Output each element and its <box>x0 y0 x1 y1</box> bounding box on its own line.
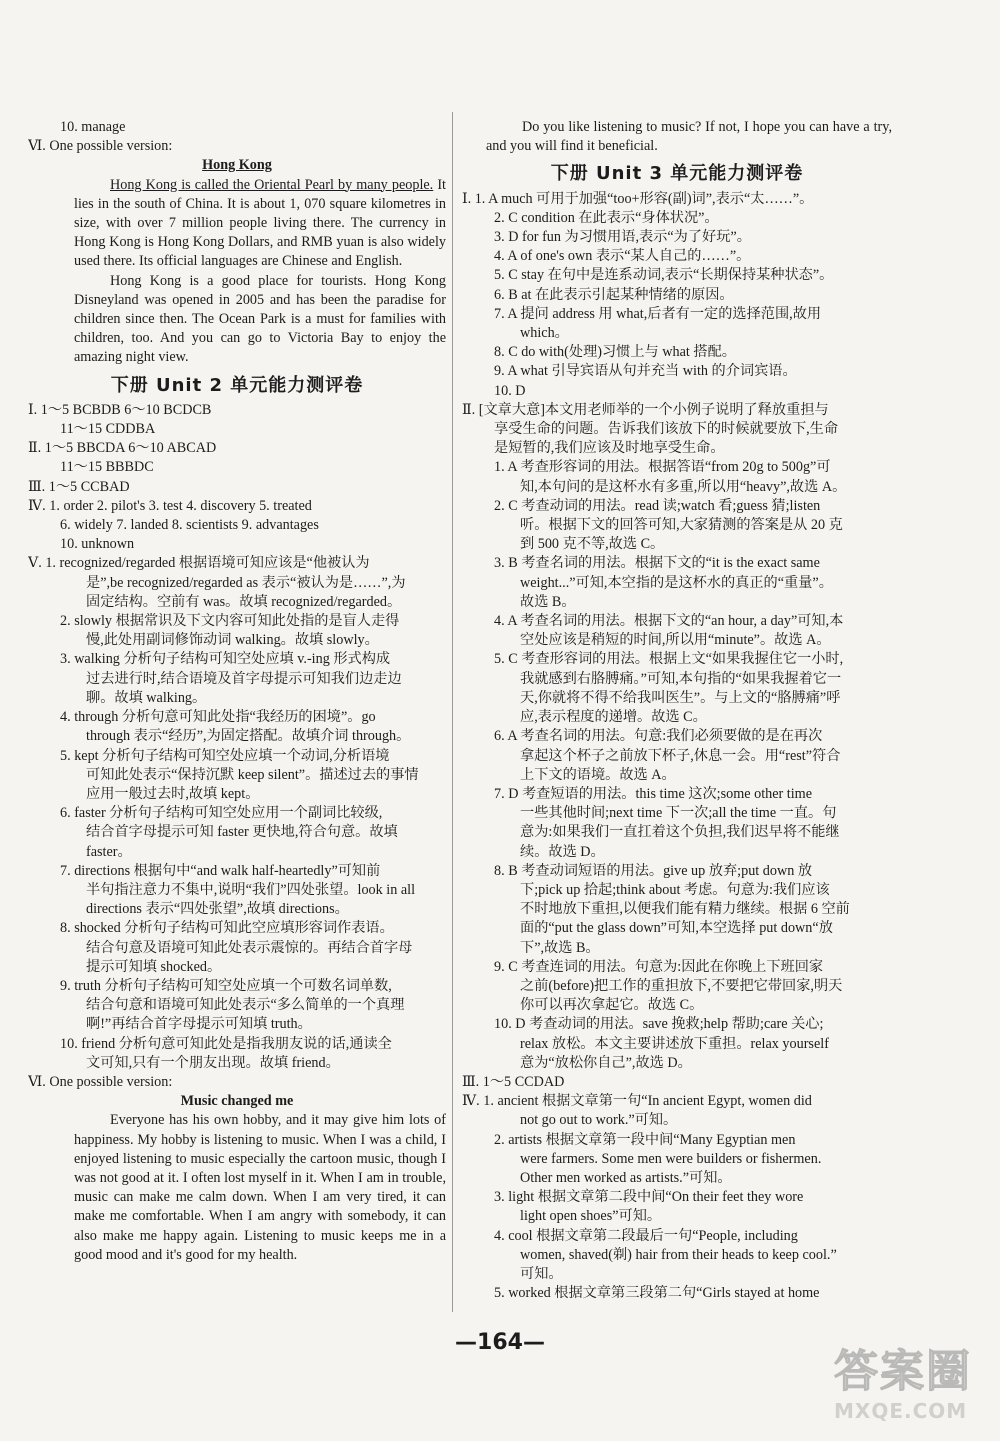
answer-line: Ⅰ. 1～5 BCBDB 6～10 BCDCB <box>28 401 212 418</box>
answer-line: 上下文的语境。故选 A。 <box>520 766 676 783</box>
answer-line: 不时地放下重担,以便我们能有精力继续。根据 6 空前 <box>520 901 850 918</box>
left-column <box>28 118 446 1265</box>
answer-line: 10. D 考查动词的用法。save 挽救;help 帮助;care 关心; <box>494 1016 824 1033</box>
essay-music <box>28 1111 446 1265</box>
answer-line: 5. worked 根据文章第三段第二句“Girls stayed at home <box>494 1285 820 1302</box>
answer-line: 可知。 <box>520 1265 563 1282</box>
essay-hong-kong <box>28 176 446 368</box>
answer-line: 3. walking 分析句子结构可知空处应填 v.-ing 形式构成 <box>60 651 391 668</box>
answer-line: 应用一般过去时,故填 kept。 <box>86 785 260 802</box>
essay-paragraph: Do you like listening to music? If not, I hope you can have a try, and you will find it beneficial. <box>486 119 892 155</box>
answer-line: 5. C stay 在句中是连系动词,表示“长期保持某种状态”。 <box>494 267 834 284</box>
right-column <box>462 118 892 1303</box>
answer-line: 9. A what 引导宾语从句并充当 with 的介词宾语。 <box>494 363 797 380</box>
answer-line: women, shaved(剃) hair from their heads to keep cool.” <box>520 1246 837 1263</box>
answer-line: 聊。故填 walking。 <box>86 689 207 706</box>
answer-line: Ⅵ. One possible version: <box>28 138 173 155</box>
essay-paragraph: Everyone has his own hobby, and it may give him lots of happiness. My hobby is listening to music. When I was a child, I enjoyed listening to music especially the cartoon music, though I was not good at it. I often lost myself in it. When I am in trouble, music can make me calm down. When I am very tired, it can make me comfortable. When I am angry with somebody, it can also make me happy again. Listening to music keeps me in a good mood and it's good for my health. <box>74 1112 446 1263</box>
answer-line: 空处应该是稍短的时间,所以用“minute”。故选 A。 <box>520 632 831 649</box>
watermark-text: 答案圈 <box>834 1346 972 1397</box>
answer-line: 意为:如果我们一直扛着这个负担,我们迟早将不能继 <box>520 824 840 841</box>
section-title-unit2: 下册 Unit 2 单元能力测评卷 <box>110 374 364 396</box>
answer-line: weight...”可知,本空指的是这杯水的真正的“重量”。 <box>520 574 833 591</box>
answer-line: Ⅳ. 1. ancient 根据文章第一句“In ancient Egypt, women did <box>462 1093 812 1110</box>
essay-music-continued <box>462 118 892 156</box>
answer-line: 续。故选 D。 <box>520 843 605 860</box>
answer-line: 我就感到右胳膊痛。”可知,本句指的“如果我握着它一 <box>520 670 842 687</box>
answer-line: Ⅰ. 1. A much 可用于加强“too+形容(副)词”,表示“太……”。 <box>462 190 814 207</box>
answer-line: 可知此处表示“保持沉默 keep silent”。描述过去的事情 <box>86 766 419 783</box>
answer-line: 结合句意和语境可知此处表示“多么简单的一个真理 <box>86 997 405 1014</box>
answer-line: 11～15 BBBDC <box>60 459 154 476</box>
answer-line: 6. A 考查名词的用法。句意:我们必须要做的是在再次 <box>494 728 823 745</box>
answer-line: Ⅱ. [文章大意]本文用老师举的一个小例子说明了释放重担与 <box>462 401 829 418</box>
answer-line: 2. C condition 在此表示“身体状况”。 <box>494 209 719 226</box>
answer-line: Other men worked as artists.”可知。 <box>520 1169 732 1186</box>
underlined-sentence: Hong Kong is called the Oriental Pearl by many people. <box>110 176 434 193</box>
answer-line: 10. manage <box>60 119 126 135</box>
answer-line: 9. C 考查连词的用法。句意为:因此在你晚上下班回家 <box>494 958 824 975</box>
answer-line: 4. through 分析句意可知此处指“我经历的困境”。go <box>60 709 376 726</box>
answer-line: 8. shocked 分析句子结构可知此空应填形容词作表语。 <box>60 920 394 937</box>
answer-line: 提示可知填 shocked。 <box>86 958 222 975</box>
answer-line: 是”,be recognized/regarded as 表示“被认为是……”,为 <box>86 574 406 591</box>
section-title-unit3: 下册 Unit 3 单元能力测评卷 <box>550 163 804 185</box>
answer-line: Ⅳ. 1. order 2. pilot's 3. test 4. discovery 5. treated <box>28 497 312 514</box>
answer-line: 8. C do with(处理)习惯上与 what 搭配。 <box>494 344 736 361</box>
answer-line: 7. D 考查短语的用法。this time 这次;some other time <box>494 785 813 802</box>
answer-line: 11～15 CDDBA <box>60 421 156 438</box>
unit3-answers <box>462 190 892 1304</box>
answer-line: 7. directions 根据句中“and walk half-heartedly”可知前 <box>60 862 381 879</box>
answer-line: 面的“put the glass down”可知,本空选择 put down“放 <box>520 920 833 937</box>
watermark-url: MXQE.COM <box>834 1399 968 1423</box>
answer-line: 2. C 考查动词的用法。read 读;watch 看;guess 猜;listen <box>494 497 821 514</box>
unit2-answers <box>28 401 446 1092</box>
answer-line: 10. unknown <box>60 536 135 553</box>
answer-line: 是短暂的,我们应该及时地享受生命。 <box>494 440 725 457</box>
watermark-logo <box>834 1335 984 1433</box>
answer-line: 之前(before)把工作的重担放下,不要把它带回家,明天 <box>520 977 843 994</box>
answer-line: Ⅵ. One possible version: <box>28 1073 173 1090</box>
answer-line: 6. faster 分析句子结构可知空处应用一个副词比较级, <box>60 805 383 822</box>
paragraph-text: It lies in the south of China. It is about 1, 070 square kilometres in size, with over 7 million people living there. The currency in Hong Kong is Hong Kong Dollars, and RMB yuan is also widely used there. Its official languages are Chinese and English. <box>74 176 446 270</box>
answer-line: 结合首字母提示可知 faster 更快地,符合句意。故填 <box>86 824 398 841</box>
answer-line: 7. A 提问 address 用 what,后者有一定的选择范围,故用 <box>494 305 822 322</box>
answer-line: 应,表示程度的递增。故选 C。 <box>520 709 707 726</box>
answer-line: 4. cool 根据文章第二段最后一句“People, including <box>494 1227 798 1244</box>
answer-line: 天,你就将不得不给我叫医生”。与上文的“胳膊痛”呼 <box>520 689 841 706</box>
answer-line: through 表示“经历”,为固定搭配。故填介词 through。 <box>86 728 411 745</box>
answer-line: 享受生命的问题。告诉我们该放下的时候就要放下,生命 <box>494 421 839 438</box>
answer-line: 2. slowly 根据常识及下文内容可知此处指的是盲人走得 <box>60 613 400 630</box>
answer-line: 慢,此处用副词修饰动词 walking。故填 slowly。 <box>86 632 379 649</box>
answer-line: 意为“放松你自己”,故选 D。 <box>520 1054 692 1071</box>
answer-line: 10. D <box>494 382 526 399</box>
answer-line: Ⅴ. 1. recognized/regarded 根据语境可知应该是“他被认为 <box>28 555 370 572</box>
answer-line: Ⅲ. 1～5 CCBAD <box>28 478 130 495</box>
answer-line: Ⅲ. 1～5 CCDAD <box>462 1073 565 1090</box>
answer-line: 4. A of one's own 表示“某人自己的……”。 <box>494 248 751 265</box>
answer-line: 3. B 考查名词的用法。根据下文的“it is the exact same <box>494 555 820 572</box>
answer-line: were farmers. Some men were builders or fishermen. <box>520 1150 822 1167</box>
answer-line: directions 表示“四处张望”,故填 directions。 <box>86 901 349 918</box>
answer-line: 拿起这个杯子之前放下杯子,休息一会。用“rest”符合 <box>520 747 841 764</box>
answer-line: Ⅱ. 1～5 BBCDA 6～10 ABCAD <box>28 440 217 457</box>
answer-line: 半句指注意力不集中,说明“我们”四处张望。look in all <box>86 881 416 898</box>
column-divider <box>452 112 453 1312</box>
essay-paragraph: Hong Kong is a good place for tourists. Hong Kong Disneyland was opened in 2005 and has been the paradise for children since then. The Ocean Park is a must for families with children, too. And you can go to Victoria Bay to enjoy the amazing night view. <box>74 272 446 366</box>
page-number: —164— <box>455 1330 545 1355</box>
answer-line: 6. B at 在此表示引起某种情绪的原因。 <box>494 286 734 303</box>
answer-line: not go out to work.”可知。 <box>520 1112 678 1129</box>
answer-line: 听。根据下文的回答可知,大家猜测的答案是从 20 克 <box>520 517 843 534</box>
answer-line: 5. C 考查形容词的用法。根据上文“如果我握住它一小时, <box>494 651 844 668</box>
answer-line: 3. light 根据文章第二段中间“On their feet they wore <box>494 1189 804 1206</box>
answer-line: 6. widely 7. landed 8. scientists 9. advantages <box>60 517 319 534</box>
answer-line: 8. B 考查动词短语的用法。give up 放弃;put down 放 <box>494 862 813 879</box>
answer-line: 结合句意及语境可知此处表示震惊的。再结合首字母 <box>86 939 413 956</box>
essay-title-hong-kong: Hong Kong <box>202 157 272 174</box>
answer-line: 到 500 克不等,故选 C。 <box>520 536 665 553</box>
answer-line: 固定结构。空前有 was。故填 recognized/regarded。 <box>86 593 402 610</box>
answer-line: relax 放松。本文主要讲述放下重担。relax yourself <box>520 1035 829 1052</box>
answer-line: faster。 <box>86 843 132 860</box>
answer-line: 3. D for fun 为习惯用语,表示“为了好玩”。 <box>494 229 751 246</box>
answer-line: 5. kept 分析句子结构可知空处应填一个动词,分析语境 <box>60 747 390 764</box>
answer-line: 下;pick up 拾起;think about 考虑。句意为:我们应该 <box>520 881 830 898</box>
answer-line: 2. artists 根据文章第一段中间“Many Egyptian men <box>494 1131 796 1148</box>
answer-line: light open shoes”可知。 <box>520 1208 662 1225</box>
essay-paragraph <box>74 176 446 272</box>
answer-line: 10. friend 分析句意可知此处是指我朋友说的话,通读全 <box>60 1035 392 1052</box>
answer-line: 9. truth 分析句子结构可知空处应填一个可数名词单数, <box>60 977 392 994</box>
answer-line: 你可以再次拿起它。故选 C。 <box>520 997 704 1014</box>
answer-line: 知,本句问的是这杯水有多重,所以用“heavy”,故选 A。 <box>520 478 847 495</box>
answer-line: 一些其他时间;next time 下一次;all the time 一直。句 <box>520 805 837 822</box>
answer-line: 啊!”再结合首字母提示可知填 truth。 <box>86 1016 312 1033</box>
answer-line: 文可知,只有一个朋友出现。故填 friend。 <box>86 1054 340 1071</box>
answer-line: 故选 B。 <box>520 593 576 610</box>
answer-line: 下”,故选 B。 <box>520 939 600 956</box>
answer-line: 过去进行时,结合语境及首字母提示可知我们边走边 <box>86 670 402 687</box>
answer-line: 4. A 考查名词的用法。根据下文的“an hour, a day”可知,本 <box>494 613 844 630</box>
essay-title-music: Music changed me <box>180 1093 294 1110</box>
answer-line: which。 <box>520 325 569 342</box>
answer-line: 1. A 考查形容词的用法。根据答语“from 20g to 500g”可 <box>494 459 831 476</box>
